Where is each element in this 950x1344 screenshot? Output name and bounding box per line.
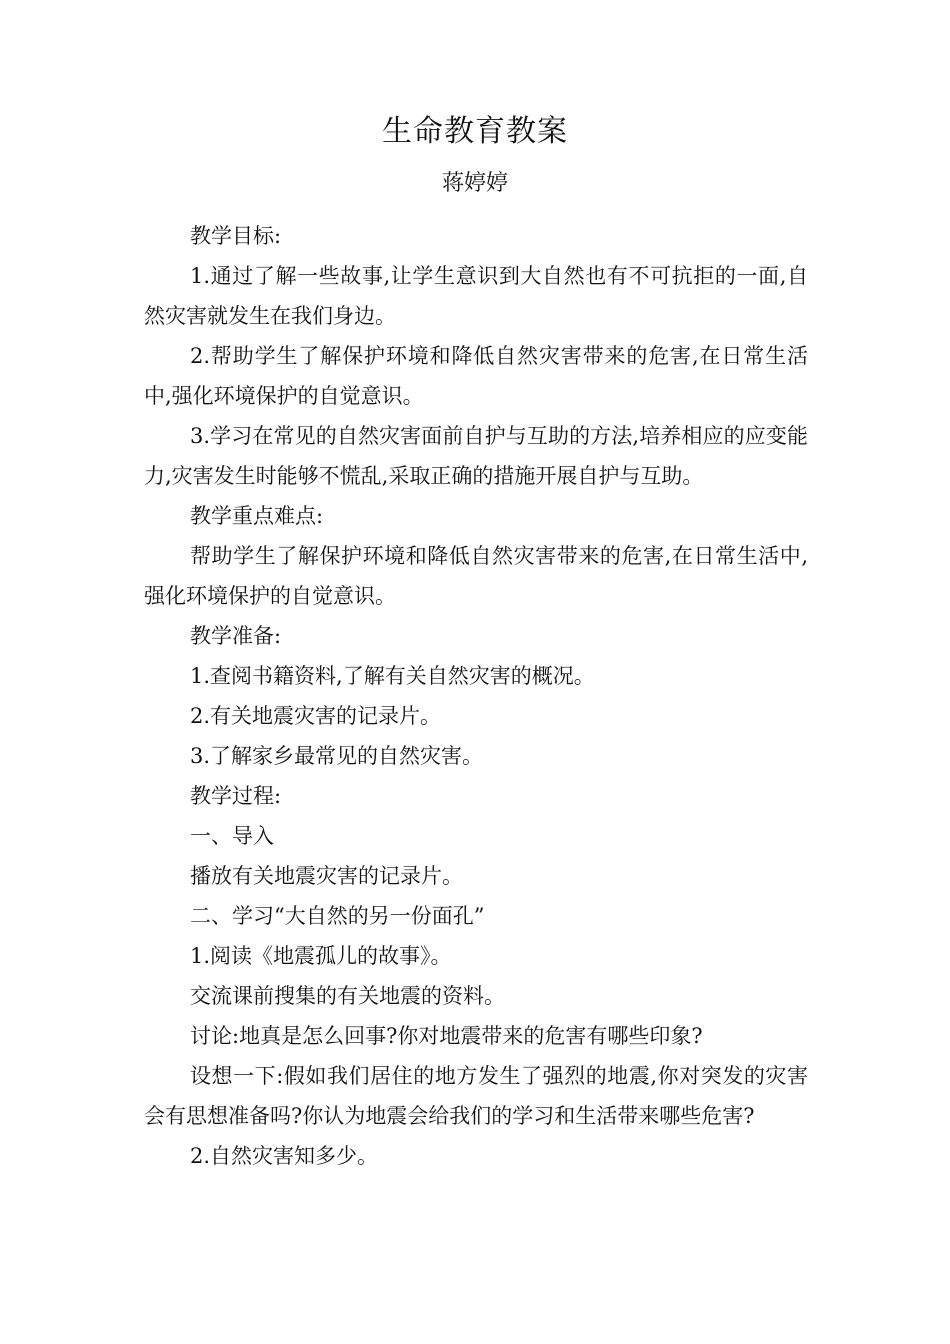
- document-author: 蒋婷婷: [441, 171, 508, 196]
- document-body: [144, 216, 808, 1176]
- paragraph-objectives-heading: 教学目标:: [190, 224, 282, 248]
- paragraph-preparation-heading: 教学准备:: [190, 624, 282, 648]
- paragraph-exchange: 交流课前搜集的有关地震的资料。: [190, 984, 505, 1008]
- paragraph-section-1: 一、导入: [190, 824, 274, 848]
- paragraph-key-points-heading: 教学重点难点:: [190, 504, 324, 528]
- paragraph-preparation-3: 3.了解家乡最常见的自然灾害。: [190, 744, 484, 768]
- paragraph-section-2: 二、学习“大自然的另一份面孔”: [190, 904, 485, 928]
- paragraph-reading: 1.阅读《地震孤儿的故事》。: [190, 944, 452, 968]
- paragraph-discussion: 讨论:地真是怎么回事?你对地震带来的危害有哪些印象?: [190, 1024, 703, 1048]
- paragraph-preparation-2: 2.有关地震灾害的记录片。: [190, 704, 442, 728]
- document-title: 生命教育教案: [382, 114, 568, 149]
- paragraph-process-heading: 教学过程:: [190, 784, 282, 808]
- paragraph-preparation-1: 1.查阅书籍资料,了解有关自然灾害的概况。: [190, 664, 595, 688]
- paragraph-section-1-text: 播放有关地震灾害的记录片。: [190, 864, 463, 888]
- paragraph-objective-3: 3.学习在常见的自然灾害面前自护与互助的方法,培养相应的应变能力,灾害发生时能够不慌乱,采取正确的措施开展自护与互助。: [144, 424, 808, 488]
- paragraph-disasters: 2.自然灾害知多少。: [190, 1144, 379, 1168]
- paragraph-objective-1: 1.通过了解一些故事,让学生意识到大自然也有不可抗拒的一面,自然灾害就发生在我们身边。: [144, 264, 808, 328]
- paragraph-imagine: 设想一下:假如我们居住的地方发生了强烈的地震,你对突发的灾害会有思想准备吗?你认为地震会给我们的学习和生活带来哪些危害?: [144, 1064, 808, 1128]
- paragraph-objective-2: 2.帮助学生了解保护环境和降低自然灾害带来的危害,在日常生活中,强化环境保护的自觉意识。: [144, 344, 808, 408]
- paragraph-key-points: 帮助学生了解保护环境和降低自然灾害带来的危害,在日常生活中,强化环境保护的自觉意识。: [144, 544, 808, 608]
